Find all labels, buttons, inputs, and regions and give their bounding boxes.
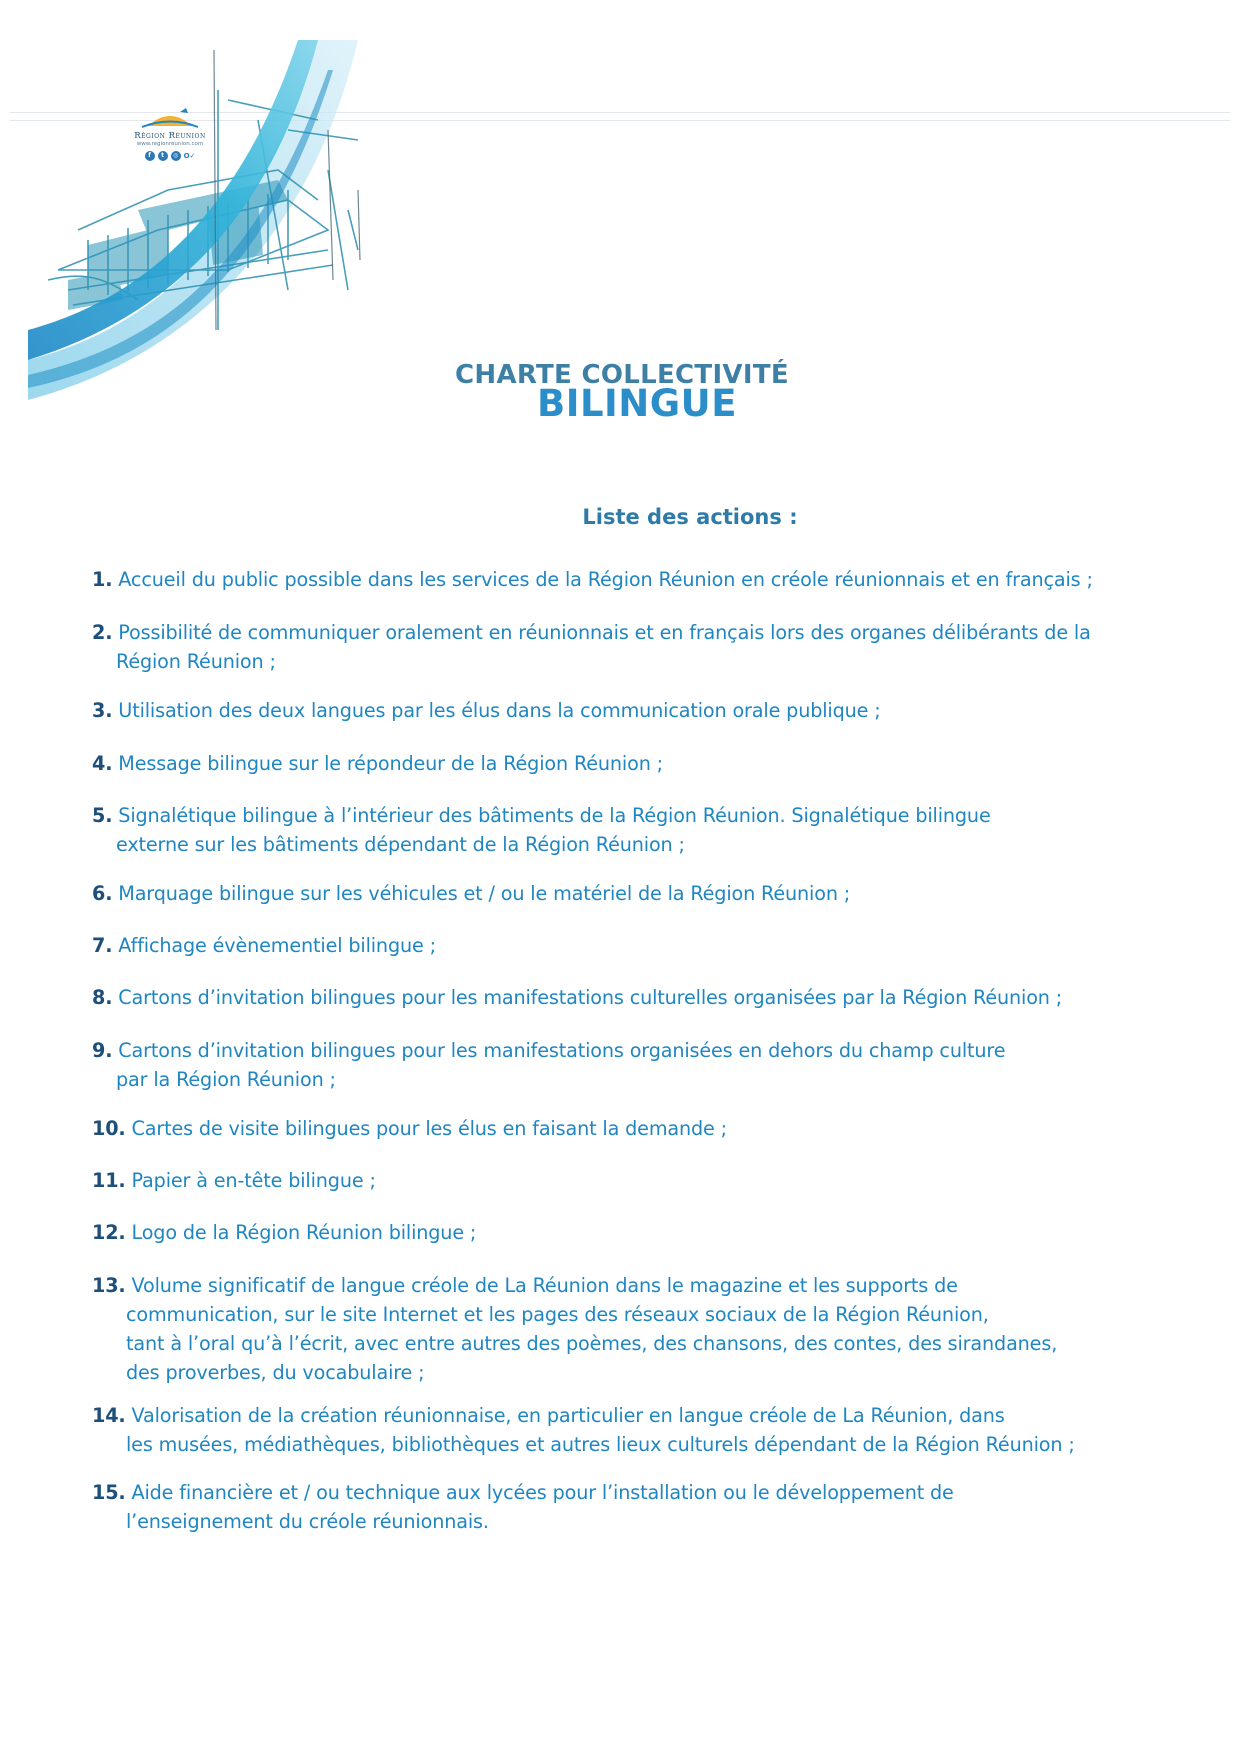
logo-url: www.regionreunion.com	[136, 141, 204, 148]
action-text: Possibilité de communiquer oralement en réunionnais et en français lors des organes délibérants de la	[118, 621, 1091, 644]
logo-social-row	[115, 151, 225, 161]
action-text: Papier à en-tête bilingue ;	[131, 1169, 376, 1192]
action-text: Valorisation de la création réunionnaise, en particulier en langue créole de La Réunion, dans	[131, 1404, 1005, 1427]
action-text: communication, sur le site Internet et les pages des réseaux sociaux de la Région Réunion,	[126, 1303, 989, 1326]
action-number: 5.	[92, 804, 113, 827]
action-text: Aide financière et / ou technique aux lycées pour l’installation ou le développement de	[131, 1481, 954, 1504]
action-number: 11.	[92, 1169, 126, 1192]
action-text: Message bilingue sur le répondeur de la Région Réunion ;	[118, 752, 663, 775]
action-number: 10.	[92, 1117, 126, 1140]
action-number: 9.	[92, 1039, 113, 1062]
action-text: Région Réunion ;	[116, 650, 276, 673]
action-text: Signalétique bilingue à l’intérieur des bâtiments de la Région Réunion. Signalétique bilingue	[118, 804, 991, 827]
action-number: 12.	[92, 1221, 126, 1244]
action-number: 3.	[92, 699, 113, 722]
action-text: des proverbes, du vocabulaire ;	[126, 1361, 425, 1384]
action-text: l’enseignement du créole réunionnais.	[126, 1510, 489, 1533]
twitter-icon[interactable]: t	[158, 151, 168, 161]
logo-name: Région Réunion	[134, 131, 206, 141]
action-text: Cartons d’invitation bilingues pour les manifestations culturelles organisées par la Région Réunion ;	[118, 986, 1063, 1009]
action-number: 1.	[92, 568, 113, 591]
action-item	[92, 1218, 476, 1247]
title-line-1: CHARTE COLLECTIVITÉ	[455, 360, 789, 390]
action-text: Utilisation des deux langues par les élus dans la communication orale publique ;	[118, 699, 881, 722]
action-text: Logo de la Région Réunion bilingue ;	[131, 1221, 477, 1244]
action-number: 4.	[92, 752, 113, 775]
action-text: Volume significatif de langue créole de La Réunion dans le magazine et les supports de	[131, 1274, 958, 1297]
action-item	[92, 1114, 727, 1143]
action-item	[92, 1401, 1075, 1459]
action-item	[92, 983, 1062, 1012]
action-item	[92, 1478, 954, 1536]
other-social-icon[interactable]: O✓	[183, 152, 196, 161]
header-illustration	[28, 30, 408, 410]
action-text: les musées, médiathèques, bibliothèques et autres lieux culturels dépendant de la Région Réunion ;	[126, 1433, 1075, 1456]
title-line-2: BILINGUE	[537, 382, 737, 425]
action-text: Cartons d’invitation bilingues pour les manifestations organisées en dehors du champ culture	[118, 1039, 1006, 1062]
action-item	[92, 749, 663, 778]
document-title	[455, 360, 855, 425]
action-number: 2.	[92, 621, 113, 644]
action-text: Marquage bilingue sur les véhicules et / ou le matériel de la Région Réunion ;	[118, 882, 851, 905]
action-number: 13.	[92, 1274, 126, 1297]
region-logo	[115, 106, 225, 161]
action-item	[92, 931, 436, 960]
action-item	[92, 696, 881, 725]
action-text: Affichage évènementiel bilingue ;	[118, 934, 436, 957]
action-text: Accueil du public possible dans les services de la Région Réunion en créole réunionnais et en français ;	[118, 568, 1093, 591]
action-text: Cartes de visite bilingues pour les élus en faisant la demande ;	[131, 1117, 727, 1140]
action-item	[92, 879, 850, 908]
action-text: par la Région Réunion ;	[116, 1068, 336, 1091]
action-number: 7.	[92, 934, 113, 957]
action-item	[92, 618, 1091, 676]
action-number: 8.	[92, 986, 113, 1009]
section-heading: Liste des actions :	[582, 505, 798, 529]
action-item	[92, 1271, 1057, 1387]
facebook-icon[interactable]: f	[145, 151, 155, 161]
instagram-icon[interactable]: ◎	[171, 151, 181, 161]
action-item	[92, 801, 991, 859]
action-item	[92, 1166, 376, 1195]
action-item	[92, 565, 1093, 594]
action-item	[92, 1036, 1005, 1094]
action-text: tant à l’oral qu’à l’écrit, avec entre autres des poèmes, des chansons, des contes, des sirandanes,	[126, 1332, 1058, 1355]
action-number: 14.	[92, 1404, 126, 1427]
action-text: externe sur les bâtiments dépendant de la Région Réunion ;	[116, 833, 685, 856]
action-number: 15.	[92, 1481, 126, 1504]
logo-sun-icon	[140, 106, 200, 128]
action-number: 6.	[92, 882, 113, 905]
